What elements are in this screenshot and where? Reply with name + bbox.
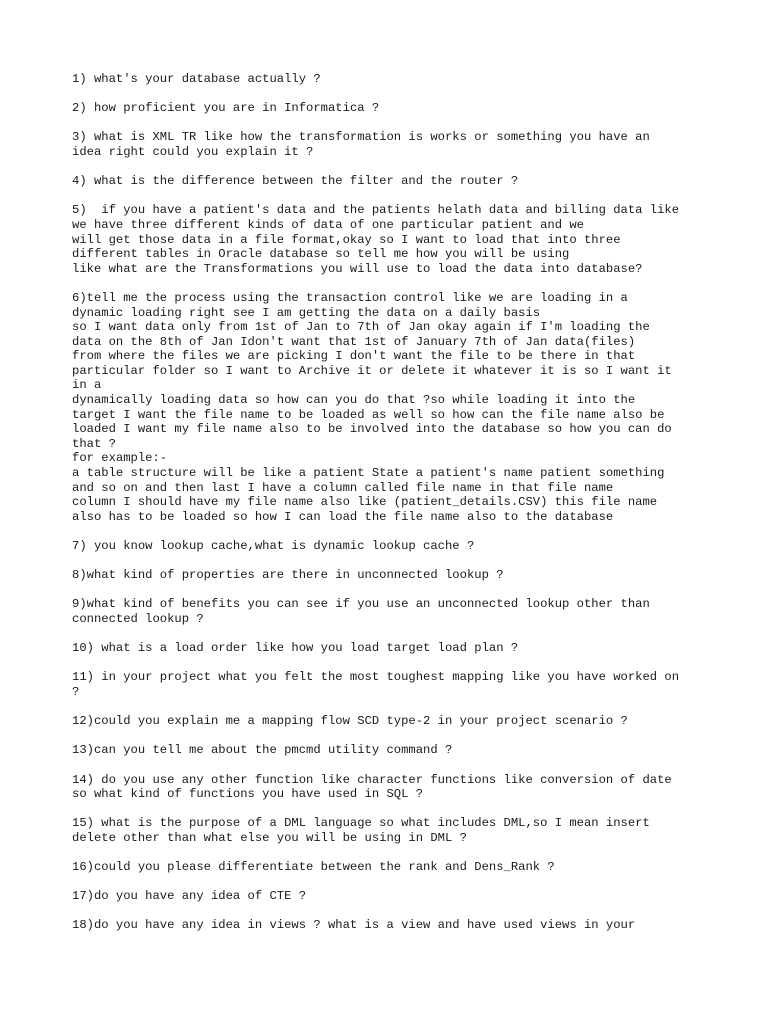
- text-line: 2) how proficient you are in Informatica ?: [72, 101, 380, 116]
- text-line: 12)could you explain me a mapping flow SCD type-2 in your project scenario ?: [72, 714, 628, 729]
- text-line: 15) what is the purpose of a DML language so what includes DML,so I mean insert: [72, 816, 650, 831]
- question-paragraph: [72, 101, 712, 116]
- text-line: like what are the Transformations you will use to load the data into database?: [72, 261, 643, 276]
- text-line: also has to be loaded so how I can load the file name also to the database: [72, 509, 614, 524]
- text-line: 7) you know lookup cache,what is dynamic lookup cache ?: [72, 539, 475, 553]
- text-line: delete other than what else you will be using in DML ?: [72, 830, 467, 845]
- question-paragraph: [72, 568, 712, 583]
- text-line: 8)what kind of properties are there in unconnected lookup ?: [72, 568, 504, 583]
- text-line: target I want the file name to be loaded as well so how can the file name also be: [72, 407, 665, 422]
- text-line: 11) in your project what you felt the most toughest mapping like you have worked on: [72, 670, 680, 685]
- question-paragraph: [72, 670, 712, 699]
- question-paragraph: [72, 174, 712, 189]
- text-line: 10) what is a load order like how you load target load plan ?: [72, 641, 519, 656]
- question-paragraph: [72, 714, 712, 729]
- text-line: we have three different kinds of data of one particular patient and we: [72, 217, 584, 232]
- text-line: 18)do you have any idea in views ? what is a view and have used views in your: [72, 918, 636, 933]
- text-line: so what kind of functions you have used in SQL ?: [72, 787, 424, 802]
- text-line: so I want data only from 1st of Jan to 7th of Jan okay again if I'm loading the: [72, 320, 650, 335]
- question-paragraph: [72, 860, 712, 875]
- text-line: 16)could you please differentiate between the rank and Dens_Rank ?: [72, 860, 555, 875]
- text-line: that ?: [72, 436, 116, 451]
- question-paragraph: [72, 291, 712, 525]
- question-paragraph: [72, 773, 712, 802]
- question-paragraph: [72, 889, 712, 904]
- question-paragraph: [72, 918, 712, 933]
- text-line: connected lookup ?: [72, 611, 204, 626]
- text-line: 1) what's your database actually ?: [72, 72, 321, 86]
- text-line: different tables in Oracle database so tell me how you will be using: [72, 247, 570, 262]
- text-line: a table structure will be like a patient State a patient's name patient something: [72, 466, 665, 481]
- text-line: for example:-: [72, 451, 168, 466]
- text-line: 13)can you tell me about the pmcmd utility command ?: [72, 743, 453, 758]
- text-line: dynamic loading right see I am getting the data on a daily basis: [72, 305, 541, 320]
- text-line: idea right could you explain it ?: [72, 144, 314, 159]
- question-paragraph: [72, 203, 712, 276]
- document-body: [72, 72, 712, 948]
- text-line: column I should have my file name also like (patient_details.CSV) this file name: [72, 495, 658, 510]
- question-paragraph: [72, 597, 712, 626]
- text-line: 9)what kind of benefits you can see if you use an unconnected lookup other than: [72, 597, 650, 612]
- text-line: 5) if you have a patient's data and the patients helath data and billing data like: [72, 203, 680, 218]
- text-line: ?: [72, 684, 80, 699]
- text-line: in a: [72, 378, 102, 393]
- text-line: and so on and then last I have a column called file name in that file name: [72, 480, 614, 495]
- text-line: 6)tell me the process using the transaction control like we are loading in a: [72, 290, 628, 305]
- text-line: data on the 8th of Jan Idon't want that 1st of January 7th of Jan data(files): [72, 334, 636, 349]
- text-line: 3) what is XML TR like how the transformation is works or something you have an: [72, 130, 650, 145]
- question-paragraph: [72, 539, 712, 554]
- question-paragraph: [72, 743, 712, 758]
- text-line: 14) do you use any other function like character functions like conversion of date: [72, 772, 672, 787]
- text-line: from where the files we are picking I don't want the file to be there in that: [72, 349, 636, 364]
- text-line: 17)do you have any idea of CTE ?: [72, 889, 307, 904]
- text-line: 4) what is the difference between the filter and the router ?: [72, 174, 519, 189]
- question-paragraph: [72, 130, 712, 159]
- text-line: particular folder so I want to Archive it or delete it whatever it is so I want it: [72, 363, 672, 378]
- text-line: loaded I want my file name also to be involved into the database so how you can do: [72, 422, 672, 437]
- question-paragraph: [72, 641, 712, 656]
- text-line: dynamically loading data so how can you do that ?so while loading it into the: [72, 393, 636, 408]
- question-paragraph: [72, 816, 712, 845]
- text-line: will get those data in a file format,okay so I want to load that into three: [72, 232, 621, 247]
- question-paragraph: [72, 72, 712, 87]
